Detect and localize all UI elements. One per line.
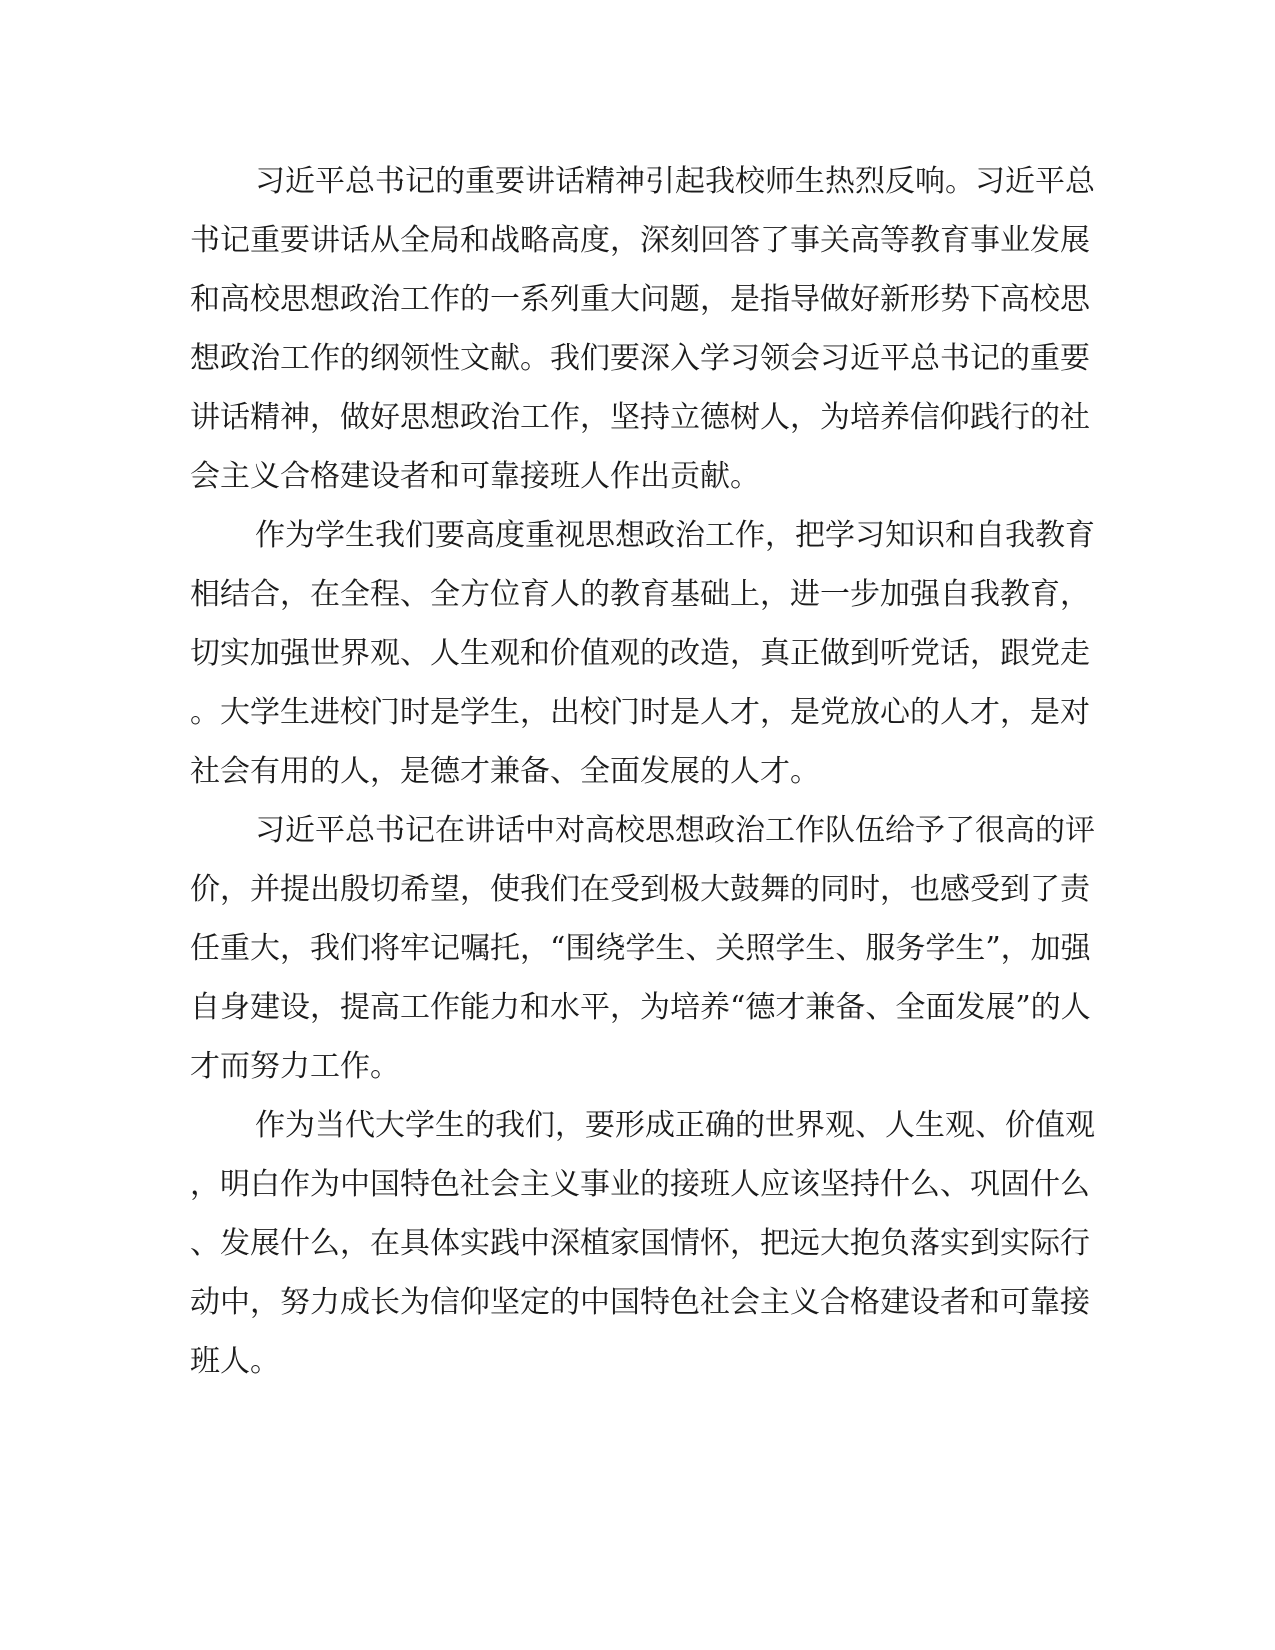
paragraph-line: 作为当代大学生的我们，要形成正确的世界观、人生观、价值观	[255, 1108, 1095, 1143]
paragraph-line: 社会有用的人，是德才兼备、全面发展的人才。	[190, 754, 820, 789]
paragraph-line: 习近平总书记在讲话中对高校思想政治工作队伍给予了很高的评	[255, 813, 1095, 848]
paragraph-line: 作为学生我们要高度重视思想政治工作，把学习知识和自我教育	[255, 518, 1095, 553]
paragraph-line: 讲话精神，做好思想政治工作，坚持立德树人，为培养信仰践行的社	[190, 400, 1090, 435]
paragraph-line: 。大学生进校门时是学生，出校门时是人才，是党放心的人才，是对	[190, 695, 1090, 730]
paragraph-line: 习近平总书记的重要讲话精神引起我校师生热烈反响。习近平总	[255, 164, 1095, 199]
paragraph-3	[190, 801, 1095, 1096]
paragraph-1	[190, 152, 1095, 506]
paragraph-line: 价，并提出殷切希望，使我们在受到极大鼓舞的同时，也感受到了责	[190, 872, 1090, 907]
paragraph-line: 动中，努力成长为信仰坚定的中国特色社会主义合格建设者和可靠接	[190, 1285, 1090, 1320]
paragraph-line: 会主义合格建设者和可靠接班人作出贡献。	[190, 459, 760, 494]
paragraph-line: 相结合，在全程、全方位育人的教育基础上，进一步加强自我教育，	[190, 577, 1090, 612]
paragraph-line: 书记重要讲话从全局和战略高度，深刻回答了事关高等教育事业发展	[190, 223, 1090, 258]
paragraph-4	[190, 1096, 1095, 1391]
paragraph-line: 和高校思想政治工作的一系列重大问题，是指导做好新形势下高校思	[190, 282, 1090, 317]
paragraph-line: 任重大，我们将牢记嘱托，“围绕学生、关照学生、服务学生”，加强	[190, 931, 1091, 966]
paragraph-line: 班人。	[190, 1344, 280, 1379]
document-body	[190, 152, 1095, 1391]
paragraph-line: 切实加强世界观、人生观和价值观的改造，真正做到听党话，跟党走	[190, 636, 1090, 671]
paragraph-2	[190, 506, 1095, 801]
paragraph-line: 想政治工作的纲领性文献。我们要深入学习领会习近平总书记的重要	[190, 341, 1090, 376]
paragraph-line: ，明白作为中国特色社会主义事业的接班人应该坚持什么、巩固什么	[190, 1167, 1090, 1202]
paragraph-line: 、发展什么，在具体实践中深植家国情怀，把远大抱负落实到实际行	[190, 1226, 1090, 1261]
paragraph-line: 才而努力工作。	[190, 1049, 400, 1084]
paragraph-line: 自身建设，提高工作能力和水平，为培养“德才兼备、全面发展”的人	[190, 990, 1091, 1025]
